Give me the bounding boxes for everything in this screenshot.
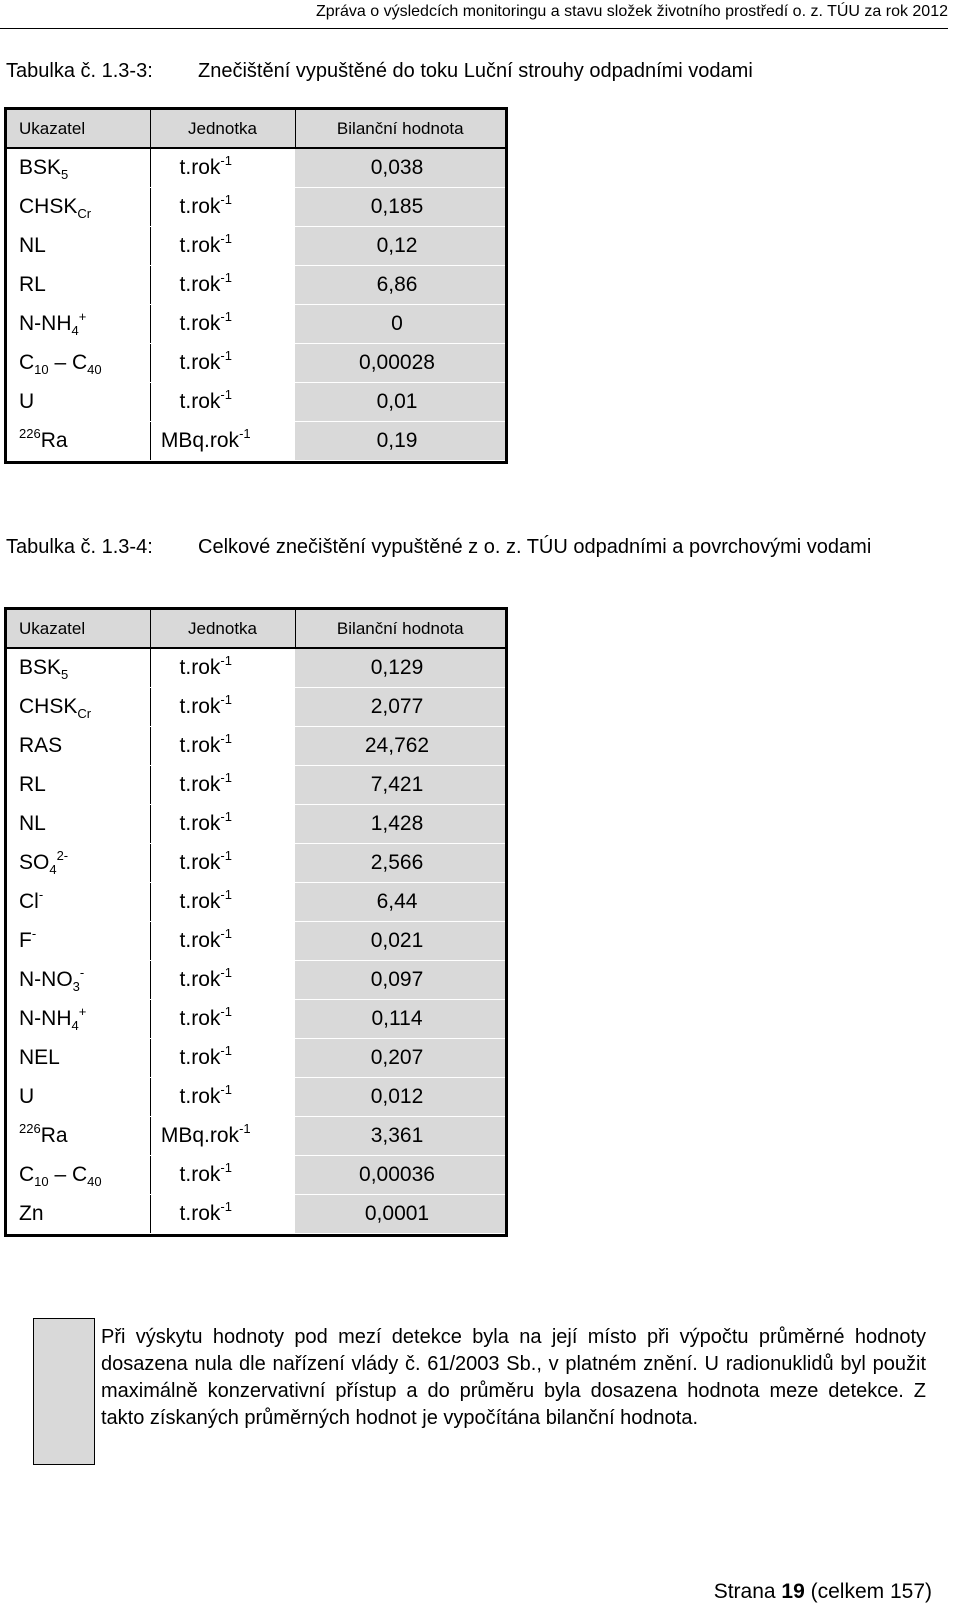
unit-cell (150, 844, 295, 883)
header-title: Zpráva o výsledcích monitoringu a stavu složek životního prostředí o. z. TÚU za rok 2012 (316, 3, 948, 20)
unit-exponent: -1 (220, 731, 232, 746)
page-footer (714, 1580, 932, 1604)
unit-cell (150, 883, 295, 922)
unit-cell (150, 805, 295, 844)
unit-text: MBq.rok (160, 429, 240, 452)
indicator-subscript-2: 40 (87, 1174, 102, 1189)
table-row (7, 1000, 505, 1039)
indicator-cell (7, 422, 150, 461)
table2-body (7, 648, 505, 1234)
indicator-subscript: 4 (71, 323, 79, 338)
unit-text: t.rok (179, 968, 221, 991)
value-cell: 0,185 (295, 188, 505, 227)
table1-caption-label: Tabulka č. 1.3-3: (6, 60, 153, 82)
table-row (7, 844, 505, 883)
table-row (7, 688, 505, 727)
indicator-superscript: - (79, 965, 85, 980)
unit-text: t.rok (179, 695, 221, 718)
value-cell: 2,566 (295, 844, 505, 883)
footer-page-number: 19 (781, 1580, 805, 1603)
indicator-cell (7, 1195, 150, 1234)
unit-text: MBq.rok (160, 1124, 240, 1147)
unit-cell (150, 227, 295, 266)
footer-prefix: Strana (713, 1580, 776, 1603)
value-cell: 7,421 (295, 766, 505, 805)
unit-exponent: -1 (220, 231, 232, 246)
indicator-name: N-NH (19, 1007, 72, 1030)
table1-caption (6, 58, 956, 85)
unit-text: t.rok (179, 656, 221, 679)
indicator-cell (7, 844, 150, 883)
unit-exponent: -1 (220, 1160, 232, 1175)
unit-text: t.rok (179, 1163, 221, 1186)
unit-text: t.rok (179, 195, 221, 218)
unit-text: t.rok (179, 312, 221, 335)
unit-exponent: -1 (220, 1043, 232, 1058)
table-row (7, 1078, 505, 1117)
indicator-subscript: Cr (77, 206, 92, 221)
indicator-superscript: - (31, 926, 37, 941)
unit-exponent: -1 (239, 426, 251, 441)
table-row (7, 883, 505, 922)
table2-col-header: Jednotka (150, 610, 295, 648)
unit-cell (150, 1195, 295, 1234)
unit-cell (150, 961, 295, 1000)
table-row (7, 1195, 505, 1234)
indicator-superscript: + (78, 1004, 87, 1019)
indicator-cell (7, 727, 150, 766)
indicator-subscript: 10 (34, 1174, 49, 1189)
unit-exponent: -1 (220, 309, 232, 324)
indicator-cell (7, 1117, 150, 1156)
indicator-cell (7, 148, 150, 188)
unit-exponent: -1 (220, 192, 232, 207)
note-marker-box (33, 1318, 95, 1465)
indicator-name: U (19, 390, 35, 413)
indicator-name: Cl (19, 890, 39, 913)
indicator-cell (7, 688, 150, 727)
table1-header-row (7, 110, 505, 148)
unit-exponent: -1 (220, 926, 232, 941)
value-cell: 6,44 (295, 883, 505, 922)
unit-exponent: -1 (220, 770, 232, 785)
value-cell: 0,097 (295, 961, 505, 1000)
table1 (4, 107, 508, 464)
unit-exponent: -1 (220, 270, 232, 285)
indicator-name: N-NO (19, 968, 73, 991)
table-row (7, 188, 505, 227)
indicator-name: RAS (19, 734, 63, 757)
isotope-mass-number: 226 (19, 426, 41, 441)
table-row (7, 922, 505, 961)
indicator-subscript: 10 (34, 362, 49, 377)
value-cell: 0,038 (295, 148, 505, 188)
indicator-cell (7, 188, 150, 227)
table-row (7, 961, 505, 1000)
value-cell: 2,077 (295, 688, 505, 727)
unit-text: t.rok (179, 1085, 221, 1108)
table-row (7, 805, 505, 844)
indicator-subscript: 5 (61, 167, 69, 182)
unit-cell (150, 688, 295, 727)
unit-text: t.rok (179, 1007, 221, 1030)
unit-cell (150, 727, 295, 766)
value-cell: 0,19 (295, 422, 505, 461)
indicator-subscript: 3 (72, 979, 80, 994)
table-row (7, 305, 505, 344)
table1-col-header: Ukazatel (7, 110, 150, 148)
indicator-name-2: – C (48, 1163, 88, 1186)
value-cell: 0,012 (295, 1078, 505, 1117)
unit-text: t.rok (179, 851, 221, 874)
value-cell: 0,129 (295, 648, 505, 688)
table2-header-row (7, 610, 505, 648)
unit-cell (150, 1156, 295, 1195)
unit-cell (150, 1078, 295, 1117)
unit-text: t.rok (179, 351, 221, 374)
value-cell: 0,00036 (295, 1156, 505, 1195)
value-cell: 0,0001 (295, 1195, 505, 1234)
table1-col-header: Bilanční hodnota (295, 110, 505, 148)
indicator-subscript-2: 40 (87, 362, 102, 377)
page-header (0, 0, 948, 29)
indicator-name: RL (19, 773, 46, 796)
value-cell: 0 (295, 305, 505, 344)
table2-caption-text: Celkové znečištění vypuštěné z o. z. TÚU odpadními a povrchovými vodami (198, 536, 872, 558)
unit-exponent: -1 (220, 348, 232, 363)
unit-exponent: -1 (220, 692, 232, 707)
value-cell: 6,86 (295, 266, 505, 305)
table2-caption (6, 534, 956, 561)
indicator-name-2: – C (48, 351, 88, 374)
indicator-subscript: 4 (49, 862, 57, 877)
indicator-cell (7, 961, 150, 1000)
table-row (7, 266, 505, 305)
indicator-name: BSK (19, 156, 62, 179)
indicator-name: F (19, 929, 32, 952)
value-cell: 24,762 (295, 727, 505, 766)
indicator-cell (7, 305, 150, 344)
unit-cell (150, 305, 295, 344)
unit-text: t.rok (179, 1202, 221, 1225)
footer-total: (celkem 157) (810, 1580, 932, 1603)
unit-exponent: -1 (220, 1199, 232, 1214)
indicator-cell (7, 922, 150, 961)
note-text: Při výskytu hodnoty pod mezí detekce byla na její místo při výpočtu průměrné hodnoty dosazena nula dle nařízení vlády č. 61/2003 Sb., v platném znění. U radionuklidů byl použit maximálně konzervativní přístup a do průměru byla dosazena hodnota meze detekce. Z takto získaných průměrných hodnot je vypočítána bilanční hodnota. (101, 1326, 926, 1429)
unit-exponent: -1 (220, 848, 232, 863)
indicator-cell (7, 1039, 150, 1078)
indicator-name: NEL (19, 1046, 60, 1069)
indicator-cell (7, 1078, 150, 1117)
unit-exponent: -1 (220, 1082, 232, 1097)
indicator-cell (7, 648, 150, 688)
table2-col-header: Ukazatel (7, 610, 150, 648)
indicator-name: RL (19, 273, 46, 296)
indicator-cell (7, 227, 150, 266)
indicator-name: U (19, 1085, 35, 1108)
unit-cell (150, 922, 295, 961)
indicator-name: Ra (40, 1124, 68, 1147)
unit-text: t.rok (179, 1046, 221, 1069)
table-row (7, 344, 505, 383)
value-cell: 0,00028 (295, 344, 505, 383)
unit-text: t.rok (179, 773, 221, 796)
table-row (7, 727, 505, 766)
indicator-superscript: + (78, 309, 87, 324)
unit-text: t.rok (179, 812, 221, 835)
indicator-cell (7, 883, 150, 922)
value-cell: 0,12 (295, 227, 505, 266)
indicator-name: NL (19, 812, 46, 835)
value-cell: 0,01 (295, 383, 505, 422)
indicator-name: C (19, 1163, 35, 1186)
value-cell: 0,021 (295, 922, 505, 961)
unit-cell (150, 648, 295, 688)
unit-exponent: -1 (220, 887, 232, 902)
unit-cell (150, 148, 295, 188)
indicator-subscript: Cr (77, 706, 92, 721)
indicator-subscript: 4 (71, 1018, 79, 1033)
isotope-mass-number: 226 (19, 1121, 41, 1136)
unit-text: t.rok (179, 734, 221, 757)
unit-cell (150, 1117, 295, 1156)
indicator-cell (7, 1156, 150, 1195)
indicator-name: CHSK (19, 195, 78, 218)
indicator-subscript: 5 (61, 667, 69, 682)
unit-cell (150, 188, 295, 227)
table-row (7, 648, 505, 688)
table1-body (7, 148, 505, 461)
unit-cell (150, 1000, 295, 1039)
table-row (7, 766, 505, 805)
unit-cell (150, 344, 295, 383)
indicator-name: NL (19, 234, 46, 257)
table-row (7, 383, 505, 422)
unit-cell (150, 1039, 295, 1078)
value-cell: 0,114 (295, 1000, 505, 1039)
table-row (7, 148, 505, 188)
table2-col-header: Bilanční hodnota (295, 610, 505, 648)
unit-text: t.rok (179, 890, 221, 913)
table2-caption-label: Tabulka č. 1.3-4: (6, 536, 153, 558)
unit-cell (150, 766, 295, 805)
unit-text: t.rok (179, 273, 221, 296)
indicator-cell (7, 1000, 150, 1039)
unit-exponent: -1 (239, 1121, 251, 1136)
unit-text: t.rok (179, 234, 221, 257)
unit-cell (150, 266, 295, 305)
indicator-name: C (19, 351, 35, 374)
unit-text: t.rok (179, 929, 221, 952)
table2 (4, 607, 508, 1237)
unit-exponent: -1 (220, 153, 232, 168)
unit-exponent: -1 (220, 965, 232, 980)
indicator-name: Zn (19, 1202, 44, 1225)
unit-exponent: -1 (220, 1004, 232, 1019)
indicator-name: BSK (19, 656, 62, 679)
table1-caption-text: Znečištění vypuštěné do toku Luční strouhy odpadními vodami (198, 60, 753, 82)
indicator-cell (7, 266, 150, 305)
value-cell: 3,361 (295, 1117, 505, 1156)
value-cell: 0,207 (295, 1039, 505, 1078)
indicator-name: Ra (40, 429, 68, 452)
unit-cell (150, 383, 295, 422)
indicator-name: CHSK (19, 695, 78, 718)
indicator-name: N-NH (19, 312, 72, 335)
unit-exponent: -1 (220, 809, 232, 824)
unit-text: t.rok (179, 390, 221, 413)
indicator-cell (7, 766, 150, 805)
table-row (7, 1156, 505, 1195)
unit-cell (150, 422, 295, 461)
indicator-cell (7, 805, 150, 844)
table-row (7, 227, 505, 266)
unit-exponent: -1 (220, 653, 232, 668)
unit-text: t.rok (179, 156, 221, 179)
table1-col-header: Jednotka (150, 110, 295, 148)
table-row (7, 1039, 505, 1078)
value-cell: 1,428 (295, 805, 505, 844)
table-row (7, 422, 505, 461)
table-row (7, 1117, 505, 1156)
indicator-cell (7, 344, 150, 383)
indicator-name: SO (19, 851, 50, 874)
indicator-superscript: - (38, 887, 44, 902)
unit-exponent: -1 (220, 387, 232, 402)
indicator-cell (7, 383, 150, 422)
indicator-superscript: 2- (56, 848, 69, 863)
